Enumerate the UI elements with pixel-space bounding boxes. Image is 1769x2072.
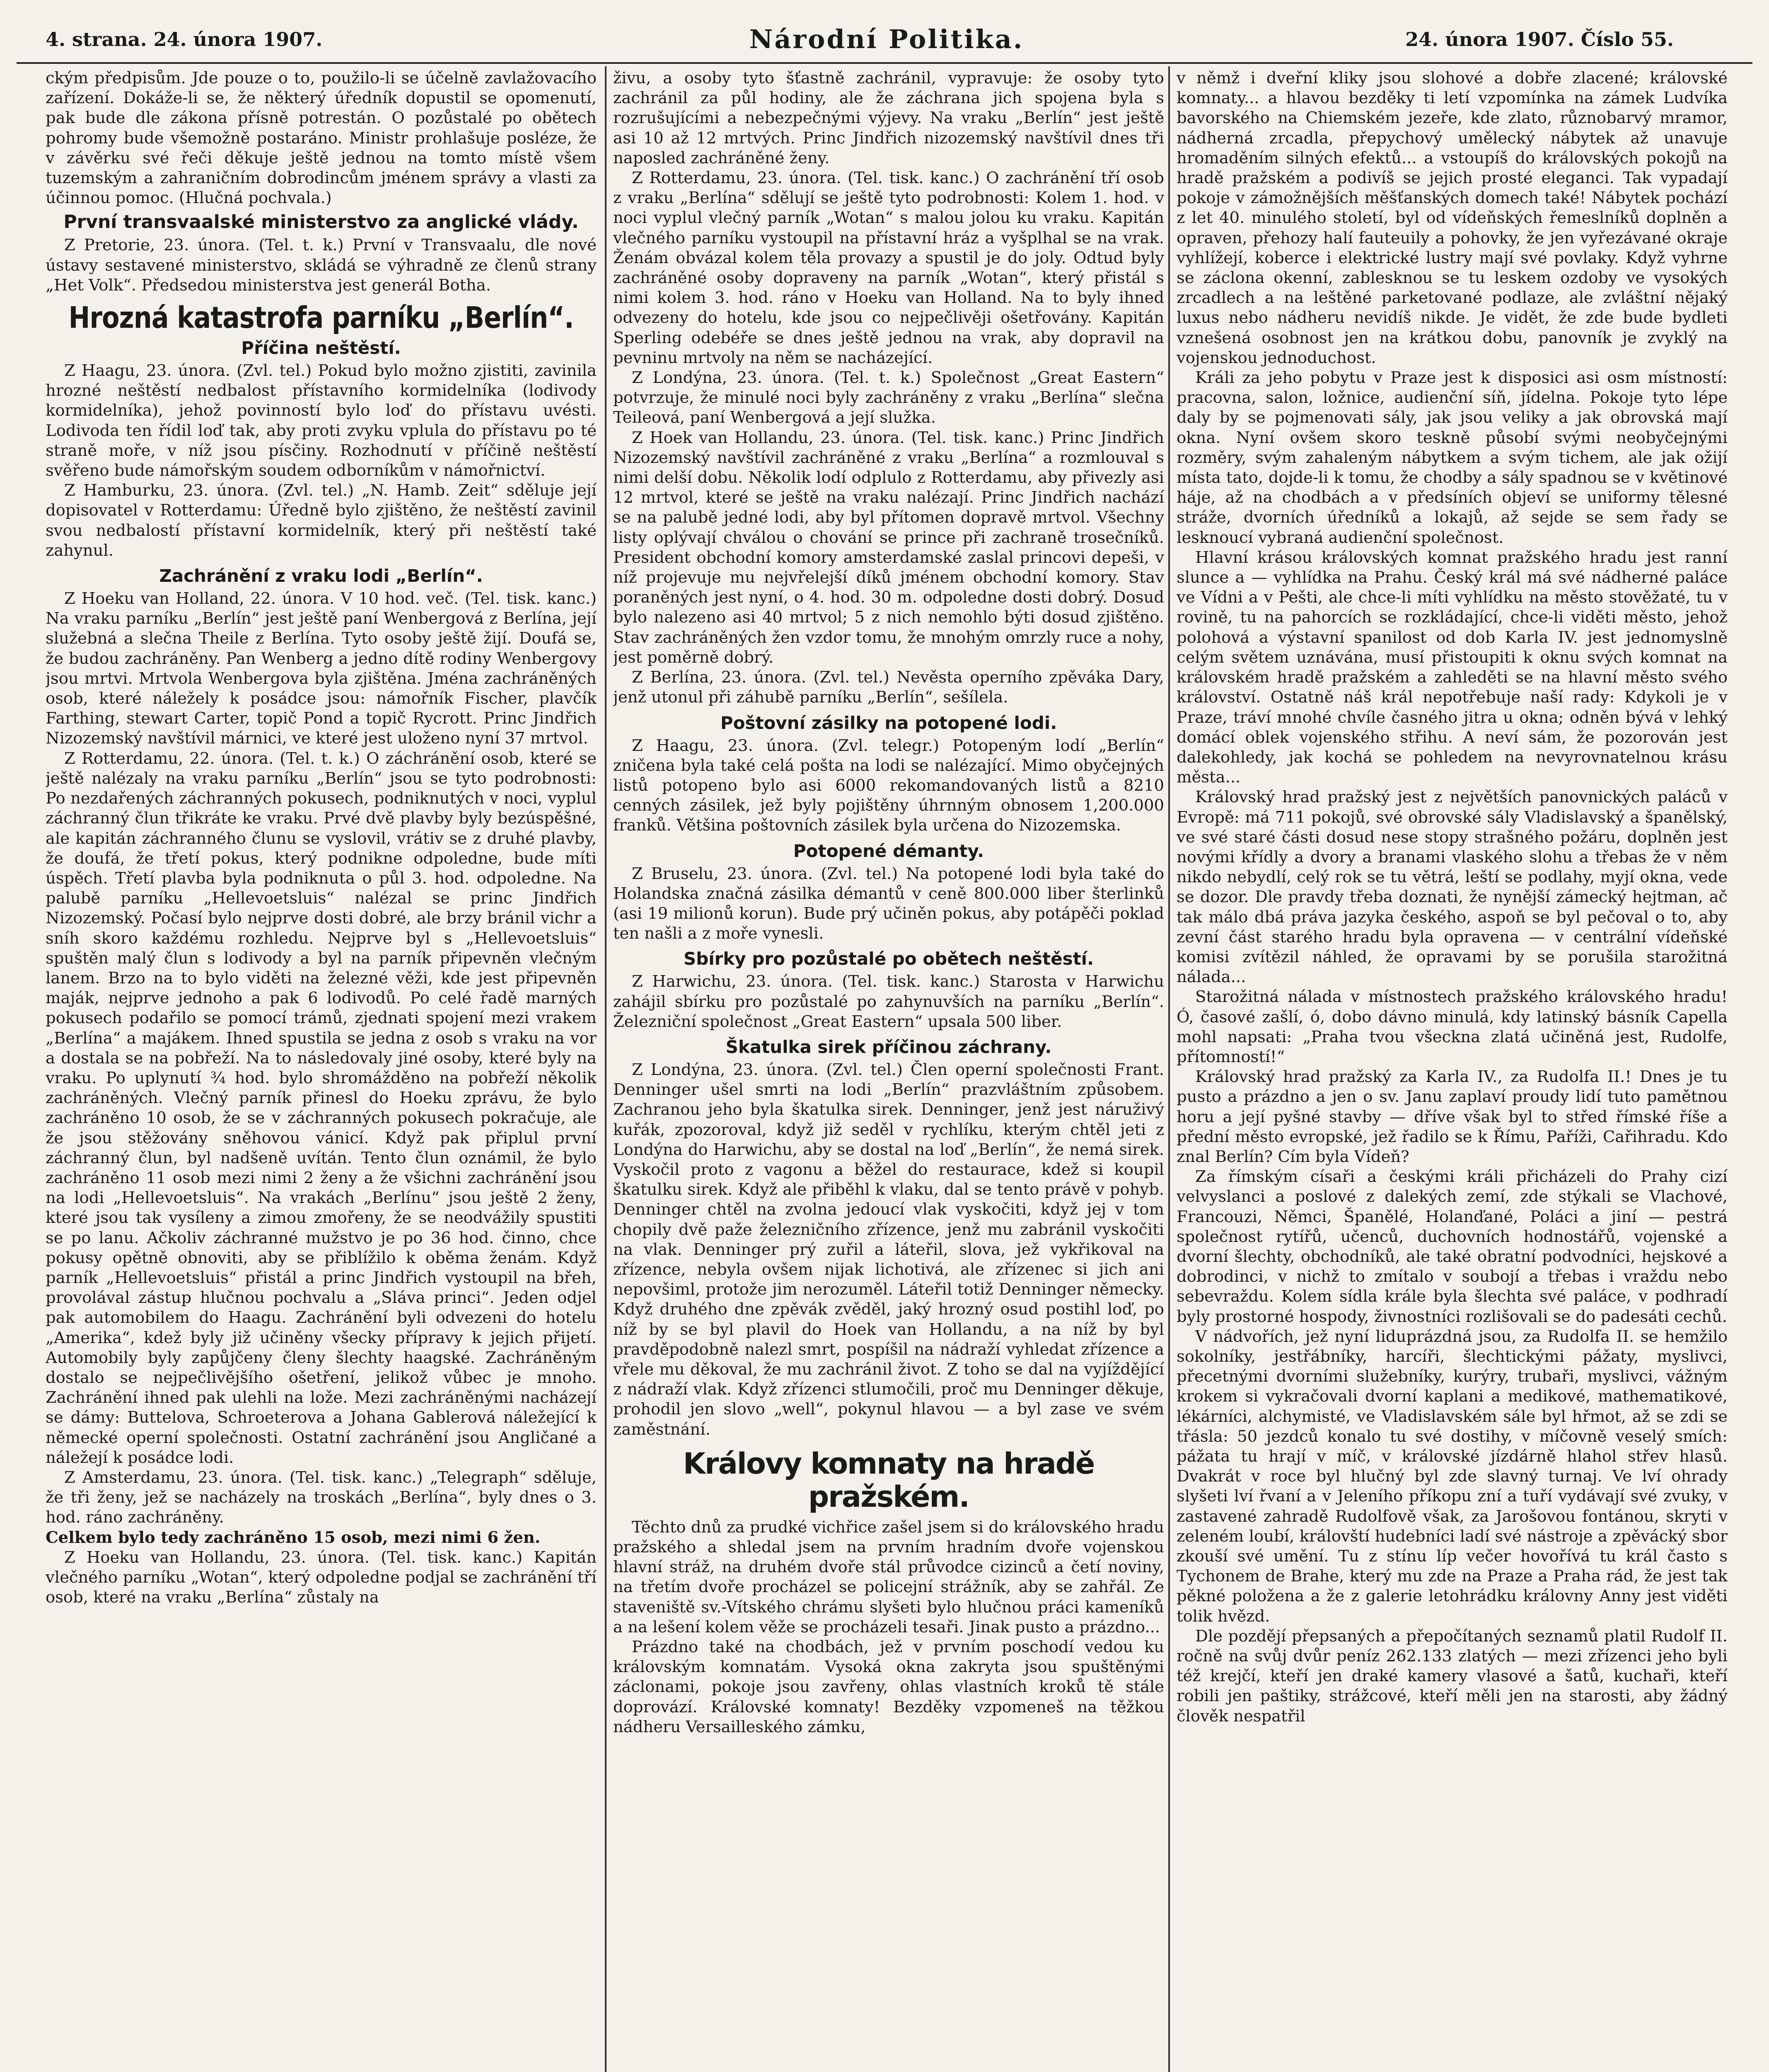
paragraph: Z Hoek van Hollandu, 23. února. (Tel. tisk. kanc.) Princ Jindřich Nizozemský navštívil zachráněné z vraku „Berlína“ a rozmlouval s nimi delší dobu. Několik lodí odplulo z Rotterdamu, aby přivezly asi 12 mrtvol, které se ještě na vraku nalézají. Princ Jindřich nachází se na palubě jedné lodi, aby byl přítomen dopravě mrtvol. Všechny listy oplývají chválou o chování se prince při zachraně trosečníků. President obchodní komory amsterdamské zaslal princovi depeši, v níž projevuje mu nejvřelejší díků jménem obchodní komory. Stav poraněných jest nyní, o 4. hod. 30 m. odpoledne dosti dobrý. Dosud bylo nalezeno asi 40 mrtvol; 5 z nich nemohlo býti dosud zjištěno. Stav zachráněných žen vzdor tomu, že mnohým omrzly ruce a nohy, jest poměrně dobrý. (613, 428, 1164, 667)
paragraph: Z Hoeku van Holland, 22. února. V 10 hod. več. (Tel. tisk. kanc.) Na vraku parníku „Berlín“ jest ještě paní Wenbergová z Berlína, její služebná a slečna Theile z Berlína. Tyto osoby ještě žijí. Doufá se, že budou zachráněny. Pan Wenberg a jedno dítě rodiny Wenbergovy jsou mrtvi. Mrtvola Wenbergova byla zjištěna. Jména zachráněných osob, které náležely k posádce jsou: námořník Fischer, plavčík Farthing, stewart Carter, topič Pond a topič Rycrott. Princ Jindřich Nizozemský navštívil márnici, ve které jest uloženo nyní 37 mrtvol. (46, 589, 597, 748)
paragraph-bold: Celkem bylo tedy zachráněno 15 osob, mezi nimi 6 žen. (46, 1528, 541, 1547)
paragraph: Z Bruselu, 23. února. (Zvl. tel.) Na potopené lodi byla také do Holandska značná zásilka démantů v ceně 800.000 liber šterlinků (asi 19 milionů korun). Bude prý učiněn pokus, aby potápěči poklad ten našli a z moře vynesli. (613, 864, 1164, 943)
paragraph: Z Hoeku van Hollandu, 23. února. (Tel. tisk. kanc.) Kapitán vlečného parníku „Wotan“, který odpoledne podjal se zachránění tří osob, které na vraku „Berlína“ zůstaly na (46, 1548, 597, 1607)
paragraph: Prázdno také na chodbách, jež v prvním poschodí vedou ku královským komnatám. Vysoká okna zakryta jsou spuštěnými záclonami, pokoje jsou zavřeny, ohlas vlastních kroků tě stále doprovází. Královské komnaty! Bezděky vzpomeneš na těžkou nádheru Versailleského zámku, (613, 1638, 1164, 1736)
section-subheading: Zachránění z vraku lodi „Berlín“. (159, 566, 483, 586)
paragraph: Za římským císaři a českými králi přicházeli do Prahy cizí velvyslanci a poslové z dalekých zemí, zde stýkali se Vlachové, Francouzi, Němci, Španělé, Holanďané, Poláci a jiní — pestrá společnost rytířů, učenců, duchovních hodnostářů, vojenské a dvorní šlechty, obchodníků, ale také obratní podvodníci, hejskové a dobrodinci, v nichž to zmítalo v soubojí a třebas i vraždu nebo sebevraždu. Kolem sídla krále byla šlechta své paláce, v podhradí byly prostorné hospody, živnostníci rozlišovali se do padesáti cechů. (1177, 1167, 1728, 1326)
paragraph: Z Rotterdamu, 23. února. (Tel. tisk. kanc.) O zachránění tří osob z vraku „Berlína“ sdělují se ještě tyto podrobnosti: Kolem 1. hod. v noci vyplul vlečný parník „Wotan“ s malou jolou ku vraku. Kapitán vlečného parníku vystoupil na přístavní hráz a vyšplhal se na vrak. Ženám obvázal kolem těla provazy a spustil je do joly. Odtud byly zachráněné osoby dopraveny na parník „Wotan“, který přistál s nimi kolem 3. hod. ráno v Hoeku van Holland. Na to byly ihned odvezeny do hotelu, kde jsou co nejpečlivěji ošetřovány. Kapitán Sperling odebéře se dnes ještě jednou na vrak, aby dopravil na pevninu mrtvoly na něm se nacházející. (613, 169, 1164, 367)
paragraph: ckým předpisům. Jde pouze o to, použilo-li se účelně zavlažovacího zařízení. Dokáže-li se, že některý úředník dopustil se opomenutí, pak bude dle zákona přísně potrestán. O pozůstalé po obětech pohromy bude všemožně postaráno. Ministr prohlašuje posléze, že v závěrku své řeči děkuje ještě jednou na tomto místě všem tuzemským a zahraničním dobrodincům jménem správy a vlasti za účinnou pomoc. (Hlučná pochvala.) (46, 69, 597, 208)
page-header (17, 17, 1752, 64)
paragraph: Z Berlína, 23. února. (Zvl. tel.) Nevěsta operního zpěváka Dary, jenž utonul při záhubě parníku „Berlín“, sešílela. (613, 668, 1164, 707)
paragraph: Těchto dnů za prudké vichřice zašel jsem si do královského hradu pražského a shledal jsem na prvním hradním dvoře vojenskou hlavní stráž, na druhém dvoře stál průvodce cizinců a četí noviny, na třetím dvoře procházel se policejní strážník, aby se zahřál. Ze staveniště sv.-Vítského chrámu slyšeti bylo hlučnou práci kameníků a na lešení kolem věže se procházeli tesaři. Jinak pusto a prázdno... (613, 1518, 1164, 1636)
paragraph: Z Londýna, 23. února. (Zvl. tel.) Člen operní společnosti Frant. Denninger ušel smrti na lodi „Berlín“ prazvláštním způsobem. Zachranou jeho byla škatulka sirek. Denninger, jenž jest náruživý kuřák, zpozoroval, když již seděl v rychlíku, kterým chtěl jeti z Londýna do Harwichu, aby se dostal na loď „Berlín“, že nemá sirek. Vyskočil proto z vagonu a běžel do restaurace, kdež si koupil škatulku sirek. Když ale přiběhl k vlaku, dal se tento právě v pohyb. Denninger chtěl na zvolna jedoucí vlak vyskočiti, když jej v tom chopily dvě paže železničního zřízence, jenž mu zabránil vyskočiti na vlak. Denninger prý zuřil a láteřil, slova, jež vykřikoval na zřízence, nebyla ovšem nijak lichotivá, ale zřízenec si jich ani nepovšiml, protože jim nerozuměl. Láteřil totiž Denninger německy. Když druhého dne zpěvák zvěděl, jaký hrozný osud postihl loď, po níž by se byl plavil do Hoek van Hollandu, a na níž by byl pravděpodobně nalezl smrt, pospíšil na nádraží vyhledat zřízence a vřele mu děkoval, že mu zachránil život. Z toho se dal na vyjíždějící z nádraží vlak. Když zřízenci stlumočili, proč mu Denninger děkuje, prohodil jen slovo „well“, pokynul hlavou — a byl zase ve svém zaměstnání. (613, 1060, 1164, 1439)
newspaper-page (17, 17, 1752, 2072)
paragraph: v němž i dveřní kliky jsou slohové a dobře zlacené; královské komnaty... a hlavou bezděky ti letí vzpomínka na zámek Ludvíka bavorského na Chiemském jezeře, kde zlato, různobarvý mramor, nádherná zrcadla, přepychový umělecký nábytek až unavuje hromaděním silných efektů... a vstoupíš do královských pokojů na hradě pražském a podivíš se jejich prosté eleganci. Tak vypadají pokoje v zámožnějších měšťanských domech také! Nábytek pochází z let 40. minulého století, byl od vídeňských řemeslníků doplněn a opraven, přehozy halí fauteuily a pohovky, že jen vyřezávané okraje vyhlížejí, koberce i elektrické lustry mají své povlaky. Když vyhrne se záclona okenní, zablesknou se tu leskem ozdoby ve vysokých zrcadlech a na leštěné parketované podlaze, ale zvláštní nějaký luxus nebo nádheru nevidíš nikde. Je vidět, že zde bude bydleti vznešená osobnost jen na krátkou dobu, panovník je zvyklý na vojenskou jednoduchost. (1177, 69, 1728, 367)
paragraph: Z Rotterdamu, 22. února. (Tel. t. k.) O záchránění osob, které se ještě nalézaly na vraku parníku „Berlín“ jsou se tyto podrobnosti: Po nezdařených záchranných pokusech, podniknutých v noci, vyplul záchranný člun třikráte ke vraku. Prvé dvě plavby byly bezúspěšné, ale kapitán záchranného člunu se vyslovil, vrátiv se z druhé plavby, že doufá, že třetí pokus, který podnikne odpoledne, bude míti úspěch. Třetí plavba byla podniknuta o půl 3. hod. odpoledne. Na palubě parníku „Hellevoetsluis“ nalézal se princ Jindřich Nizozemský. Počasí bylo nejprve dosti dobré, ale brzy bránil vichr a sníh skoro každému rozhledu. Nejprve byl s „Hellevoetsluis“ spuštěn malý člun s lodivody a byl na parník připevněn vlečným lanem. Brzo na to bylo viděti na železné věži, kde jest připevněn maják, nejprve jednoho a pak 6 lodivodů. Po celé řadě marných pokusech podařilo se pomocí trámů, zjednati spojení mezi vrakem „Berlína“ a majákem. Ihned spustila se jedna z osob s vraku na vor a dostala se na pobřeží. Na to následovaly jiné osoby, které byly na vraku. Po uplynutí ¾ hod. bylo shromážděno na pobřeží několik zachráněných. Vlečný parník přinesl do Hoeku zprávu, že bylo zachráněno 10 osob, že se v záchranných pokusech pokračuje, ale že jsou stěžovány sněhovou vánicí. Když pak připlul první záchranný člun, byl nadšeně uvítán. Tento člun oznámil, že bylo zachráněno 11 osob mezi nimi 2 ženy a že všichni zachránění jsou na lodi „Hellevoetsluis“. Na vrakách „Berlínu“ jsou ještě 2 ženy, které jsou tak vysíleny a zimou zmořeny, že se neodvážily spustiti se po lanu. Ačkoliv záchranné mužstvo je po 36 hod. činno, chce pokusy opětně obnoviti, aby se přiblížilo k oběma ženám. Když parník „Hellevoetsluis“ přistál a princ Jindřich vystoupil na břeh, provolával zástup hlučnou pochvalu a „Sláva princi“. Jeden odjel pak automobilem do Haagu. Zachránění byli odvezeni do hotelu „Amerika“, kdež byly již učiněny všecky přípravy k jejich přijetí. Automobily byly zapůjčeny členy šlechty haagské. Zachráněným dostalo se nejpečlivějšího ošetření, jelikož vůbec je mnoho. Zachránění ihned pak ulehli na lože. Mezi zachráněnými nacházejí se dámy: Buttelova, Schroeterova a Johana Gablerová náležející k německé operní společnosti. Ostatní zachránění jsou Angličané a náležejí k posádce lodi. (46, 749, 597, 1467)
article-heading: Královy komnaty na hradě pražském. (683, 1446, 1095, 1514)
paragraph: Hlavní krásou královských komnat pražského hradu jest ranní slunce a — vyhlídka na Prahu. Český král má své nádherné paláce ve Vídni a v Pešti, ale chce-li míti vyhlídku na město stověžaté, tu v rovině, tu na pahorcích se rozkládající, chce-li viděti město, jehož polohová a výstavní spanilost od dob Karla IV. jest jednomyslně celým světem uznávána, musí přistoupiti k oknu svých komnat na královském hradě pražském a zahleděti se na hlavní město svého království. Ostatně náš král nepotřebuje naší rady: Kdykoli je v Praze, tráví mnohé chvíle časného jitra u okna; odněn bývá v lehký domácí oblek vojenského střihu. A neví sám, že pozorován jest dalekohledy, jak kochá se pohledem na nevyrovnatelnou krásu města... (1177, 548, 1728, 787)
section-subheading: Sbírky pro pozůstalé po obětech neštěstí. (683, 949, 1094, 969)
paragraph: Z Pretorie, 23. února. (Tel. t. k.) První v Transvaalu, dle nové ústavy sestavené ministerstvo, skládá se výhradně ze členů strany „Het Volk“. Předsedou ministerstva jest generál Botha. (46, 236, 597, 295)
column-1 (46, 68, 597, 2072)
masthead-title: Národní Politika. (749, 24, 1024, 54)
paragraph: Z Londýna, 23. února. (Tel. t. k.) Společnost „Great Eastern“ potvrzuje, že minulé noci byly zachráněny z vraku „Berlína“ slečna Teileová, paní Wenbergová a její služka. (613, 368, 1164, 427)
section-subheading: Poštovní zásilky na potopené lodi. (720, 712, 1057, 733)
column-2 (613, 68, 1164, 2072)
column-divider (1168, 66, 1170, 2072)
paragraph: Z Amsterdamu, 23. února. (Tel. tisk. kanc.) „Telegraph“ sděluje, že tři ženy, jež se nacházely na troskách „Berlína“, byly dnes o 3. hod. ráno zachráněny. (46, 1468, 597, 1527)
column-divider (605, 66, 607, 2072)
header-page-date: 4. strana. 24. února 1907. (46, 28, 323, 51)
paragraph: Z Haagu, 23. února. (Zvl. telegr.) Potopeným lodí „Berlín“ zničena byla také celá pošta na lodi se nalézající. Mimo obyčejných listů potopeno bylo asi 6000 rekomandovaných listů a 8210 cenných zásilek, jež byly pojištěny úhrnným obnosem 1,200.000 franků. Většina poštovních zásilek byla určena do Nizozemska. (613, 736, 1164, 835)
paragraph: Královský hrad pražský jest z největších panovnických paláců v Evropě: má 711 pokojů, své obrovské sály Vladislavský a španělský, ve své staré části dosud nese stopy strašného požáru, doplněn jest novými křídly a dvory a branami vlaského slohu a třebas že v něm nikdo nebydlí, celý rok se tu větrá, leští se podlahy, myjí okna, vede se dozor. Dle pravdy třeba doznati, že nynější zámecký hejtman, ač tak málo dbá práva jazyka českého, aspoň se byl pečoval o to, aby zevní část starého hradu byla opravena — v centrální vídeňské komisi zvítězil náhled, že opravami by se porušila starožitná nálada... (1177, 788, 1728, 987)
paragraph: Královský hrad pražský za Karla IV., za Rudolfa II.! Dnes je tu pusto a prázdno a jen o sv. Janu zaplaví proudy lidí tuto pamětnou horu a její pyšné stavby — dříve však byl to střed římské říše a přední město evropské, jež řadilo se k Římu, Paříži, Cařihradu. Kdo znal Berlín? Cím byla Vídeň? (1177, 1067, 1728, 1166)
paragraph: V nádvořích, jež nyní liduprázdná jsou, za Rudolfa II. se hemžilo sokolníky, jestřábníky, harcíři, šlechtickými pážaty, myslivci, přecetnými dvorními služebníky, kurýry, trubaři, myslivci, vážným krokem si vykračovali dvorní kaplani a medikové, mathematikové, lékárníci, alchymisté, ve Vladislavském sále byl hřmot, až se zdi se třásla: 50 jezdců konalo tu své dostihy, v míčovně veselý smích: pážata tu hrají v míč, v královské jízdárně hlahol střev hlasů. Dvakrát v roce byl hlučný byl zde slavný turnaj. Ve lví ohrady slyšeti lví řvaní a v Jeleního příkopu zní a tuří vydávají své zvuky, v zastavené zahradě Rudolfově však, za Jarošovou fontánou, skryti v zeleném loubí, královští hudebníci ladí své nástroje a zpěvácký sbor zkouší své umění. Tu z stínu líp večer hovořívá tu král často s Tychonem de Brahe, který mu zde na Praze a Praha rád, že jest tak pěkné položena a že z galerie letohrádku královny Anny jest viděti tolik hvězd. (1177, 1327, 1728, 1626)
paragraph: Starožitná nálada v místnostech pražského královského hradu! Ó, časové zašlí, ó, dobo dávno minulá, kdy latinský básník Capella mohl napsati: „Praha tvou všeckna zlatá učiněná jest, Rudolfe, přítomností!“ (1177, 988, 1728, 1066)
article-heading: Hrozná katastrofa parníku „Berlín“. (68, 300, 574, 335)
paragraph: Z Harwichu, 23. února. (Tel. tisk. kanc.) Starosta v Harwichu zahájil sbírku pro pozůstalé po zahynuvších na parníku „Berlín“. Železniční společnost „Great Eastern“ upsala 500 liber. (613, 972, 1164, 1031)
section-subheading: Příčina neštěstí. (241, 338, 401, 358)
paragraph: živu, a osoby tyto šťastně zachránil, vypravuje: že osoby tyto zachránil za půl hodiny, ale že záchrana jich spojena byla s rozrušujícími a nebezpečnými výjevy. Na vraku „Berlín“ jest ještě asi 10 až 12 mrtvých. Princ Jindřich nizozemský navštívil dnes tři naposled zachráněné ženy. (613, 69, 1164, 167)
section-subheading: Potopené démanty. (793, 840, 984, 861)
paragraph: Z Hamburku, 23. února. (Zvl. tel.) „N. Hamb. Zeit“ sděluje její dopisovatel v Rotterdamu: Úředně bylo zjištěno, že neštěstí zavinil svou nedbalostí přístavní kormidelník, který při neštěstí také zahynul. (46, 481, 597, 560)
paragraph: Z Haagu, 23. února. (Zvl. tel.) Pokud bylo možno zjistiti, zavinila hrozné neštěstí nedbalost přístavního kormidelníka (lodivody kormidelníka), jehož povinností bylo loď do přístavu uvésti. Lodivoda ten řídil loď tak, aby proti zvyku vplula do přístavu po té straně moře, v níž jsou písčiny. Rozhodnutí v příčině neštěstí svěřeno bude námořským soudem odborníkům v námořnictví. (46, 361, 597, 480)
header-issue-number: 24. února 1907. Číslo 55. (1405, 28, 1674, 51)
column-3 (1177, 68, 1728, 2072)
section-subheading: Škatulka sirek příčinou záchrany. (725, 1036, 1052, 1057)
paragraph: Králi za jeho pobytu v Praze jest k disposici asi osm místností: pracovna, salon, ložnice, audienční síň, jídelna. Pokoje tyto lépe daly by se pojmenovati sály, jak jsou veliky a jak obrovská mají okna. Nyní ovšem skoro teskně působí svými neobyčejnými rozměry, svým zahaleným nábytkem a svým tichem, ale jak ožijí místa tato, dojde-li k tomu, že chodby a sály spadnou se v květinové háje, až na chodbách a v předsíních objeví se uniformy tělesné stráže, dvorních úředníků a lokajů, až sejde se sem řady se lesknoucí vybraná audienční společnost. (1177, 368, 1728, 547)
article-heading: První transvaalské ministerstvo za anglické vlády. (63, 211, 579, 233)
paragraph: Dle pozdějí přepsaných a přepočítaných seznamů platil Rudolf II. ročně na svůj dvůr peníz 262.133 zlatých — mezi zřízenci jeho byli též krejčí, kteří jen draké kamery vlasové a šatů, kuchaři, kteří robili jen paštiky, strážcové, kteří měli jen na starosti, aby žádný člověk nespatřil (1177, 1627, 1728, 1726)
